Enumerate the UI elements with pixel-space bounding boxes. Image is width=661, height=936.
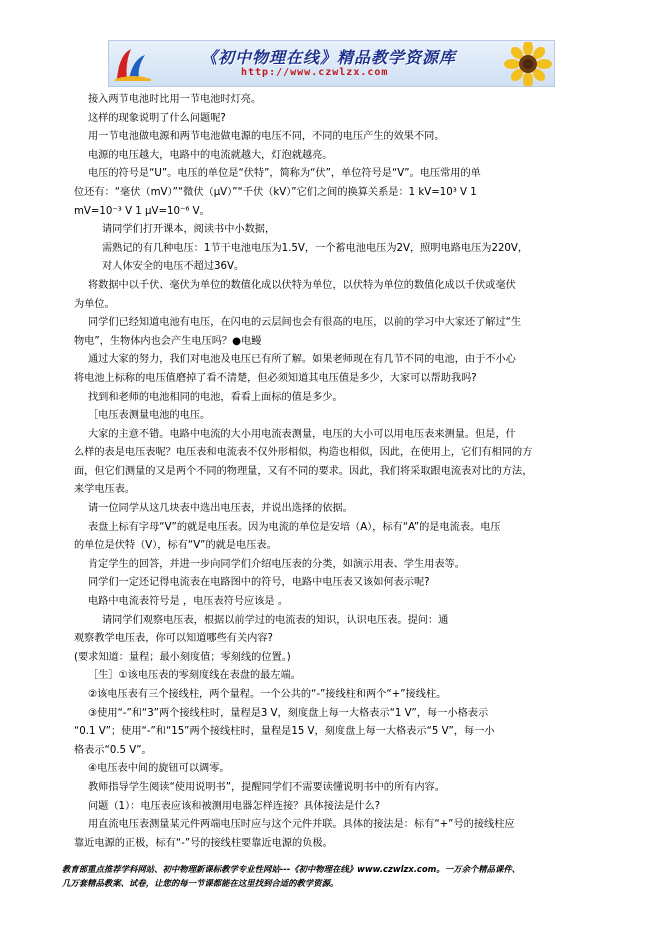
text-line: ③使用“-”和“3”两个接线柱时，量程是3 V，刻度盘上每一大格表示“1 V”，每一小格表示 xyxy=(88,707,489,719)
text-line: 用直流电压表测量某元件两端电压时应与这个元件并联。具体的接法是：标有“+”号的接线柱应 xyxy=(88,819,515,831)
text-line: 为单位。 xyxy=(74,298,115,310)
header-banner xyxy=(108,40,555,87)
text-line: 面，但它们测量的又是两个不同的物理量，又有不同的要求。因此，我们将采取跟电流表对比的方法， xyxy=(74,465,533,477)
text-line: 电源的电压越大，电路中的电流就越大，灯泡就越亮。 xyxy=(88,149,333,161)
text-line: 通过大家的努力，我们对电池及电压已有所了解。如果老师现在有几节不同的电池，由于不小心 xyxy=(88,354,516,366)
text-line: “0.1 V”；使用“-”和“15”两个接线柱时，量程是15 V，刻度盘上每一大格表示“5 V”，每一小 xyxy=(74,726,495,738)
text-line: 表盘上标有字母“V”的就是电压表。因为电流的单位是安培（A），标有“A”的是电流表。电压 xyxy=(88,521,501,533)
banner-url: http://www.czwlzx.com xyxy=(241,67,389,78)
text-line: 肯定学生的回答，并进一步向同学们介绍电压表的分类，如演示用表、学生用表等。 xyxy=(88,558,465,570)
text-line: 大家的主意不错。电路中电流的大小用电流表测量，电压的大小可以用电压表来测量。但是，什 xyxy=(88,428,516,440)
text-line: mV=10⁻³ V 1 μV=10⁻⁶ V。 xyxy=(74,205,210,217)
text-line: 需熟记的有几种电压：1节干电池电压为1.5V，一个蓄电池电压为2V，照明电路电压为220V， xyxy=(102,242,529,254)
text-line: ④电压表中间的旋钮可以调零。 xyxy=(88,763,230,775)
text-line: (要求知道：量程；最小刻度值；零刻线的位置。) xyxy=(74,651,291,663)
text-line: 位还有：“毫伏（mV）”“微伏（μV）”“千伏（kV）”它们之间的换算关系是：1 kV=10³ V 1 xyxy=(74,186,477,198)
text-line: 问题（1）：电压表应该和被测用电器怎样连接？具体接法是什么? xyxy=(88,800,381,812)
footer-line: 教育部重点推荐学科网站、初中物理新课标教学专业性网站---《初中物理在线》www.czwlzx.com。一万余个精品课件、 xyxy=(62,864,521,874)
sunflower-icon xyxy=(494,42,552,86)
text-line: 电路中电流表符号是 ，电压表符号应该是 。 xyxy=(88,596,289,608)
text-line: 将数据中以千伏、毫伏为单位的数值化成以伏特为单位，以伏特为单位的数值化成以千伏或毫伏 xyxy=(88,279,516,291)
text-line: 格表示“0.5 V”。 xyxy=(74,744,152,756)
text-line: ②该电压表有三个接线柱，两个量程。一个公共的“-”接线柱和两个“+”接线柱。 xyxy=(88,689,447,700)
text-line: 用一节电池做电源和两节电池做电源的电压不同，不同的电压产生的效果不同。 xyxy=(88,131,445,143)
text-line: 观察教学电压表，你可以知道哪些有关内容? xyxy=(74,633,273,645)
text-line: 对人体安全的电压不超过36V。 xyxy=(102,261,245,273)
site-logo-icon xyxy=(113,45,153,83)
text-line: ［电压表测量电池的电压。 xyxy=(88,410,211,422)
text-line: 物电”，生物体内也会产生电压吗？●电鳗 xyxy=(74,335,262,347)
text-line: 这样的现象说明了什么问题呢? xyxy=(88,112,226,124)
text-line: 么样的表是电压表呢？电压表和电流表不仅外形相似，构造也相似，因此，在使用上，它们有相同的方 xyxy=(74,447,533,459)
footer-line: 几万套精品教案、试卷，让您的每一节课都能在这里找到合适的教学资源。 xyxy=(62,878,339,888)
text-line: 电压的符号是“U”。电压的单位是“伏特”，简称为“伏”，单位符号是“V”。电压常用的单 xyxy=(88,168,481,180)
text-line: 接入两节电池时比用一节电池时灯亮。 xyxy=(88,94,262,105)
text-line: 的单位是伏特（V），标有“V”的就是电压表。 xyxy=(74,540,277,552)
text-line: 靠近电源的正极，标有“-”号的接线柱要靠近电源的负极。 xyxy=(74,837,333,849)
text-line: 将电池上标称的电压值磨掉了看不清楚，但必须知道其电压值是多少，大家可以帮助我吗? xyxy=(74,372,477,384)
text-line: 同学们已经知道电池有电压，在闪电的云层间也会有很高的电压，以前的学习中大家还了解过“生 xyxy=(88,317,522,329)
text-line: 请同学们打开课本，阅读书中小数据， xyxy=(102,224,276,236)
banner-title: 《初中物理在线》精品教学资源库 xyxy=(201,48,457,67)
text-line: 来学电压表。 xyxy=(74,484,136,496)
document-body xyxy=(74,91,564,853)
text-line: 同学们一定还记得电流表在电路图中的符号，电路中电压表又该如何表示呢? xyxy=(88,577,430,589)
text-line: 请同学们观察电压表，根据以前学过的电流表的知识，认识电压表。提问：通 xyxy=(102,614,449,626)
text-line: ［生］①该电压表的零刻度线在表盘的最左端。 xyxy=(88,670,301,682)
text-line: 请一位同学从这几块表中选出电压表，并说出选择的依据。 xyxy=(88,503,353,515)
text-line: 找到和老师的电池相同的电池，看看上面标的值是多少。 xyxy=(88,391,343,403)
text-line: 教师指导学生阅读“使用说明书”，提醒同学们不需要读懂说明书中的所有内容。 xyxy=(88,781,445,793)
page-footer xyxy=(62,862,602,890)
